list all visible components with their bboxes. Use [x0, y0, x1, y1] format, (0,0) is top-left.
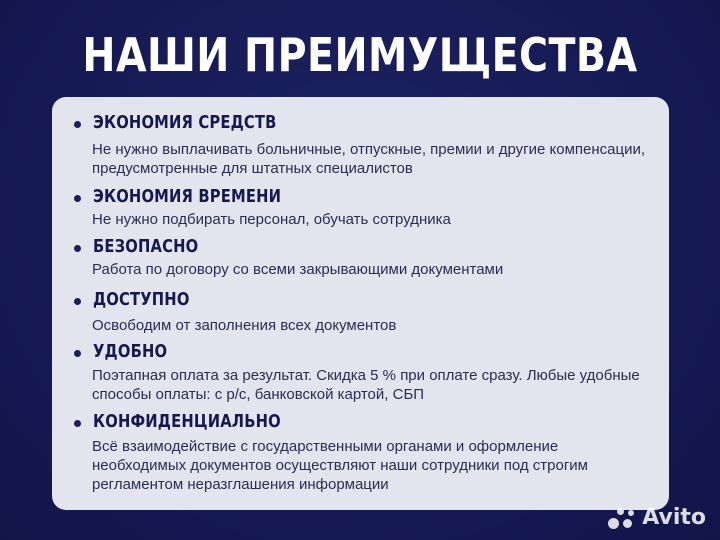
avito-watermark: [608, 505, 706, 530]
advantage-description: Не нужно подбирать персонал, обучать сотрудника: [92, 211, 451, 228]
advantage-description: Освободим от заполнения всех документов: [92, 317, 397, 334]
advantage-heading: ЭКОНОМИЯ СРЕДСТВ: [93, 112, 277, 133]
advantage-heading: ДОСТУПНО: [93, 289, 190, 310]
advantage-description: Поэтапная оплата за результат. Скидка 5 % при оплате сразу. Любые удобные способы оплаты: с р/с, банковской картой, СБП: [92, 367, 640, 403]
bullet-icon: [74, 350, 81, 357]
page-title: НАШИ ПРЕИМУЩЕСТВА: [82, 28, 638, 82]
advantage-heading: УДОБНО: [93, 341, 168, 362]
bullet-icon: [74, 298, 81, 305]
bullet-icon: [74, 420, 81, 427]
avito-logo-icon: [608, 506, 636, 530]
advantage-heading: КОНФИДЕНЦИАЛЬНО: [93, 411, 281, 432]
bullet-icon: [74, 245, 81, 252]
watermark-text: Avito: [642, 505, 706, 530]
advantage-heading: ЭКОНОМИЯ ВРЕМЕНИ: [93, 186, 282, 207]
advantage-heading: БЕЗОПАСНО: [93, 236, 199, 257]
bullet-icon: [74, 195, 81, 202]
advantage-description: Не нужно выплачивать больничные, отпускные, премии и другие компенсации, предусмотренные для штатных специалистов: [92, 141, 646, 177]
advantages-panel: [52, 97, 669, 510]
bullet-icon: [74, 121, 81, 128]
advantage-description: Работа по договору со всеми закрывающими документами: [92, 261, 504, 278]
advantage-description: Всё взаимодействие с государственными органами и оформление необходимых документов осуществляют наши сотрудники под строгим регламентом неразглашения информации: [92, 438, 588, 493]
